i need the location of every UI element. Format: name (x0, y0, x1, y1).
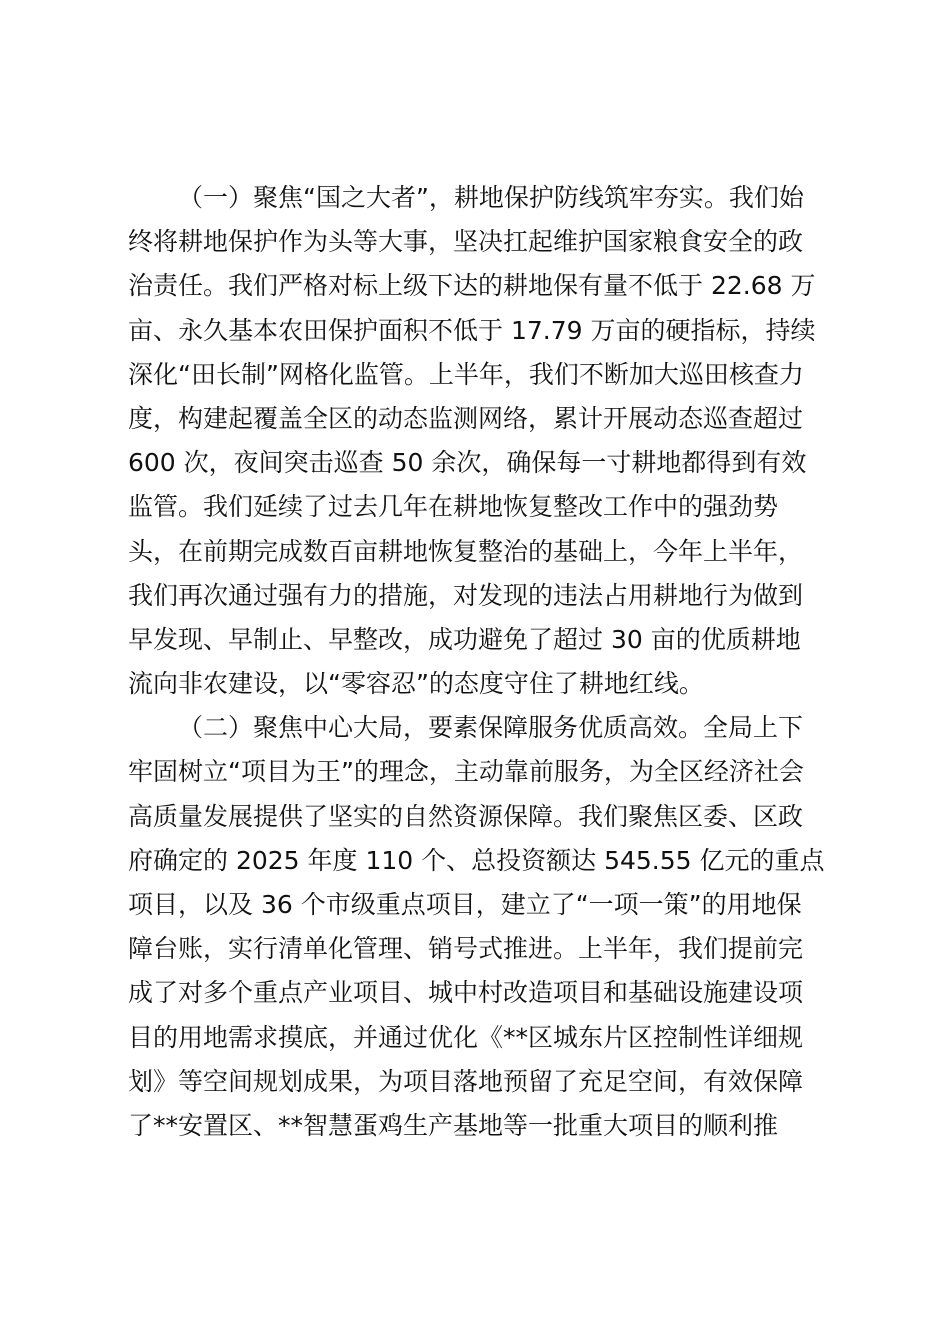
paragraph-2 (128, 706, 828, 1148)
text-line: 障台账，实行清单化管理、销号式推进。上半年，我们提前完 (128, 934, 804, 964)
paragraph-1 (128, 176, 828, 706)
text-line: 项目，以及 36 个市级重点项目，建立了“一项一策”的用地保 (128, 890, 802, 919)
text-line: 牢固树立“项目为王”的理念，主动靠前服务，为全区经济社会 (128, 757, 804, 787)
text-line: 头，在前期完成数百亩耕地恢复整治的基础上，今年上半年， (128, 536, 804, 566)
text-line: 度，构建起覆盖全区的动态监测网络，累计开展动态巡查超过 (128, 403, 804, 433)
text-line: 流向非农建设，以“零容忍”的态度守住了耕地红线。 (128, 669, 704, 699)
text-line: 府确定的 2025 年度 110 个、总投资额达 545.55 亿元的重点 (128, 845, 825, 875)
text-line: 目的用地需求摸底，并通过优化《**区城东片区控制性详细规 (128, 1022, 804, 1052)
text-line: 600 次，夜间突击巡查 50 余次，确保每一寸耕地都得到有效 (128, 448, 807, 478)
document-body (128, 176, 828, 1148)
text-line: （二）聚焦中心大局，要素保障服务优质高效。全局上下 (178, 713, 804, 743)
text-line: 治责任。我们严格对标上级下达的耕地保有量不低于 22.68 万 (128, 271, 816, 301)
text-line: 了**安置区、**智慧蛋鸡生产基地等一批重大项目的顺利推 (128, 1110, 779, 1140)
text-line: 深化“田长制”网格化监管。上半年，我们不断加大巡田核查力 (128, 359, 804, 389)
text-line: 终将耕地保护作为头等大事，坚决扛起维护国家粮食安全的政 (128, 227, 804, 257)
text-line: 亩、永久基本农田保护面积不低于 17.79 万亩的硬指标，持续 (128, 315, 816, 345)
text-line: 成了对多个重点产业项目、城中村改造项目和基础设施建设项 (128, 978, 804, 1008)
text-line: 监管。我们延续了过去几年在耕地恢复整改工作中的强劲势 (128, 492, 779, 522)
text-line: 高质量发展提供了坚实的自然资源保障。我们聚焦区委、区政 (128, 801, 804, 831)
text-line: 早发现、早制止、早整改，成功避免了超过 30 亩的优质耕地 (128, 624, 801, 654)
text-line: （一）聚焦“国之大者”，耕地保护防线筑牢夯实。我们始 (178, 183, 804, 212)
text-line: 我们再次通过强有力的措施，对发现的违法占用耕地行为做到 (128, 580, 804, 610)
text-line: 划》等空间规划成果，为项目落地预留了充足空间，有效保障 (128, 1066, 804, 1096)
